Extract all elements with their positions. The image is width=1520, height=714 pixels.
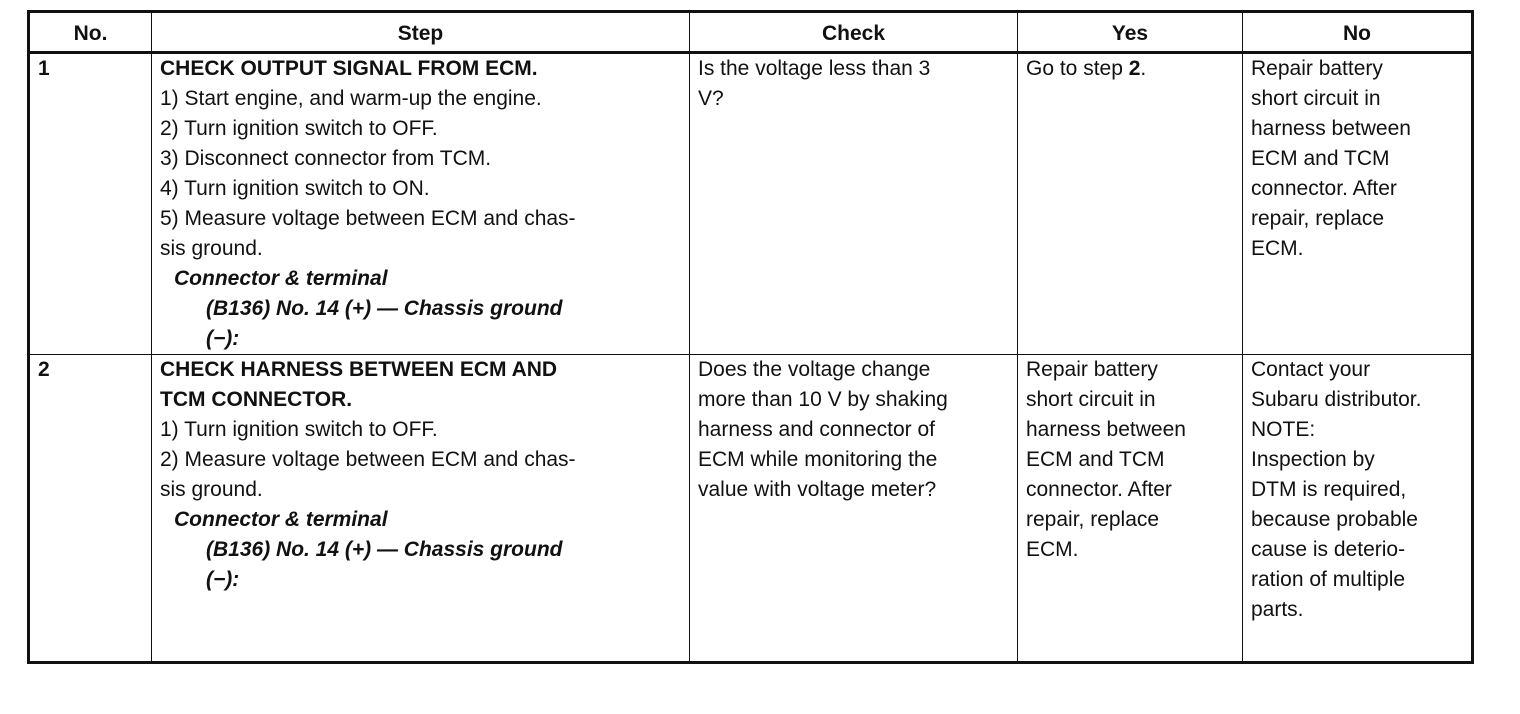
step-line: 3) Disconnect connector from TCM.	[160, 147, 492, 170]
step-line: 2) Measure voltage between ECM and chas-	[160, 448, 576, 471]
step-title: TCM CONNECTOR.	[160, 388, 353, 411]
step-line: 5) Measure voltage between ECM and chas-	[160, 207, 576, 230]
step-line: sis ground.	[160, 478, 263, 501]
no-cell	[1243, 53, 1473, 355]
check-line: ECM while monitoring the	[698, 448, 938, 471]
row-number: 1	[29, 53, 152, 355]
yes-line: harness between	[1026, 418, 1186, 441]
step-cell	[152, 53, 690, 355]
step-line: 4) Turn ignition switch to ON.	[160, 177, 430, 200]
yes-suffix: .	[1140, 57, 1147, 80]
header-yes: Yes	[1018, 12, 1243, 53]
yes-line: repair, replace	[1026, 508, 1160, 531]
yes-cell	[1018, 355, 1243, 663]
no-line: NOTE:	[1251, 418, 1316, 441]
no-line: Subaru distributor.	[1251, 388, 1422, 411]
no-line: ECM.	[1251, 237, 1304, 260]
yes-line: short circuit in	[1026, 388, 1156, 411]
step-title: CHECK OUTPUT SIGNAL FROM ECM.	[160, 57, 538, 80]
no-line: connector. After	[1251, 177, 1397, 200]
step-line: 1) Start engine, and warm-up the engine.	[160, 87, 542, 110]
step-cell	[152, 355, 690, 663]
connector-terminal: (B136) No. 14 (+) — Chassis ground	[206, 538, 563, 561]
check-line: V?	[698, 87, 724, 110]
check-line: Does the voltage change	[698, 358, 931, 381]
check-cell	[690, 53, 1018, 355]
header-check: Check	[690, 12, 1018, 53]
no-line: because probable	[1251, 508, 1418, 531]
yes-line: connector. After	[1026, 478, 1172, 501]
check-line: harness and connector of	[698, 418, 935, 441]
no-line: Contact your	[1251, 358, 1371, 381]
connector-heading: Connector & terminal	[174, 508, 388, 531]
no-line: repair, replace	[1251, 207, 1385, 230]
connector-terminal: (−):	[206, 568, 240, 591]
yes-line: Repair battery	[1026, 358, 1158, 381]
check-line: Is the voltage less than 3	[698, 57, 931, 80]
no-line: cause is deterio-	[1251, 538, 1406, 561]
no-line: DTM is required,	[1251, 478, 1407, 501]
connector-terminal: (B136) No. 14 (+) — Chassis ground	[206, 297, 563, 320]
no-line: ration of multiple	[1251, 568, 1406, 591]
table-row	[29, 355, 1473, 663]
header-step: Step	[152, 12, 690, 53]
table-header-row	[29, 12, 1473, 53]
yes-line: ECM.	[1026, 538, 1079, 561]
header-no-action: No	[1243, 12, 1473, 53]
yes-cell	[1018, 53, 1243, 355]
no-line: Repair battery	[1251, 57, 1383, 80]
no-line: parts.	[1251, 598, 1304, 621]
yes-prefix: Go to step	[1026, 57, 1123, 80]
connector-terminal: (−):	[206, 327, 240, 350]
step-title: CHECK HARNESS BETWEEN ECM AND	[160, 358, 558, 381]
row-number: 2	[29, 355, 152, 663]
table-row	[29, 53, 1473, 355]
no-line: harness between	[1251, 117, 1411, 140]
check-cell	[690, 355, 1018, 663]
no-line: Inspection by	[1251, 448, 1375, 471]
check-line: value with voltage meter?	[698, 478, 937, 501]
yes-step-number: 2	[1128, 57, 1141, 80]
no-line: short circuit in	[1251, 87, 1381, 110]
step-line: 2) Turn ignition switch to OFF.	[160, 117, 438, 140]
diagnostic-procedure-table	[27, 10, 1474, 664]
connector-heading: Connector & terminal	[174, 267, 388, 290]
no-cell	[1243, 355, 1473, 663]
no-line: ECM and TCM	[1251, 147, 1390, 170]
step-line: sis ground.	[160, 237, 263, 260]
yes-line: ECM and TCM	[1026, 448, 1165, 471]
header-no: No.	[29, 12, 152, 53]
check-line: more than 10 V by shaking	[698, 388, 948, 411]
step-line: 1) Turn ignition switch to OFF.	[160, 418, 438, 441]
